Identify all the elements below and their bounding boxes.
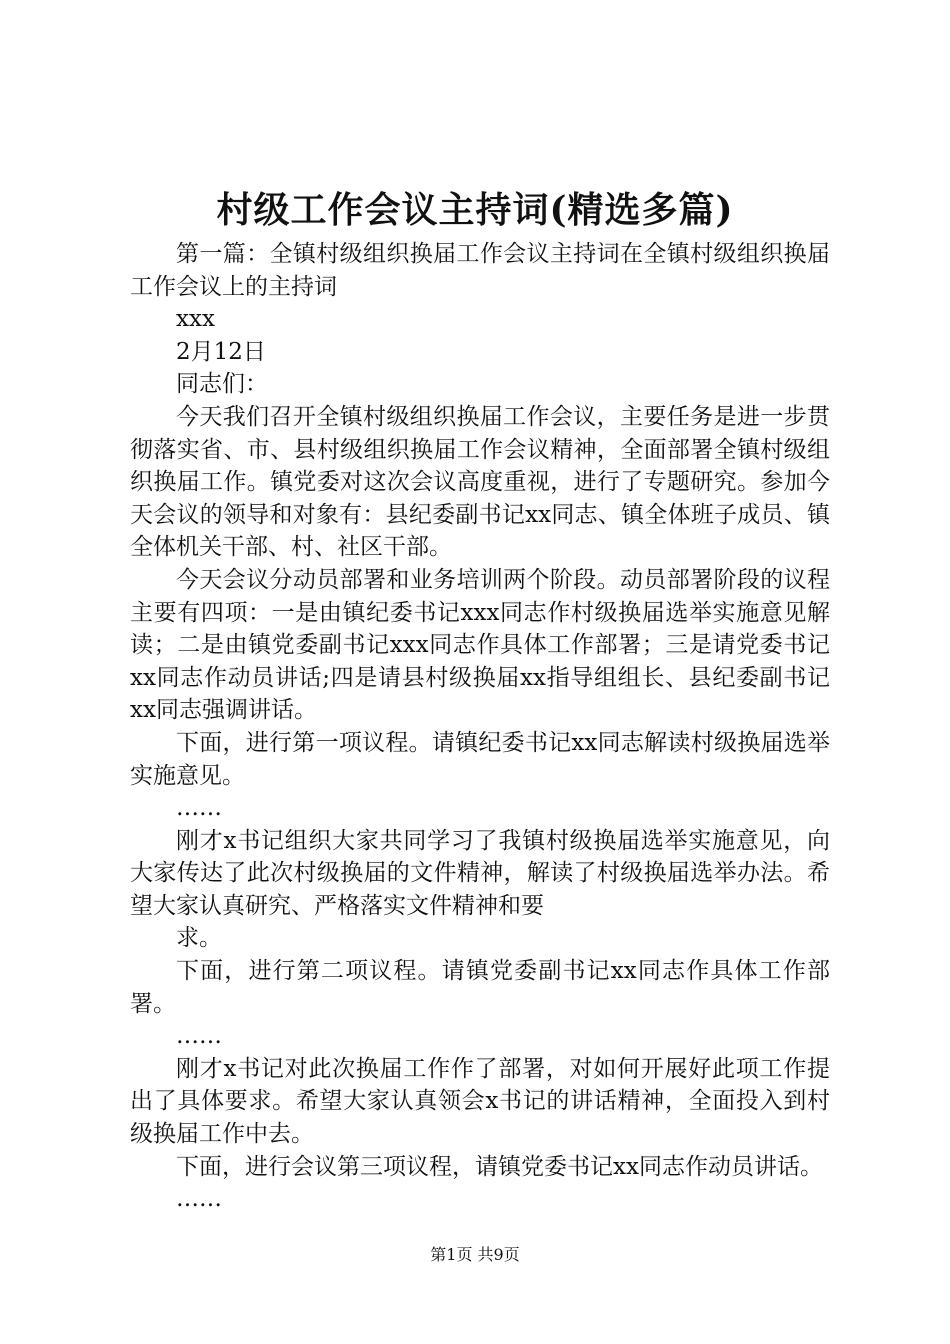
paragraph-body: 下面，进行第二项议程。请镇党委副书记xx同志作具体工作部署。	[130, 958, 830, 1017]
paragraph-body: 求。	[176, 925, 222, 952]
document-title: 村级工作会议主持词(精选多篇)	[216, 189, 734, 231]
paragraph-body: 今天会议分动员部署和业务培训两个阶段。动员部署阶段的议程主要有四项：一是由镇纪委书记xxx同志作村级换届选举实施意见解读；二是由镇党委副书记xxx同志作具体工作部署；三是请党委书记xx同志作动员讲话;四是请县村级换届xx指导组组长、县纪委副书记xx同志强调讲话。	[130, 566, 830, 724]
paragraph-body: 刚才x书记对此次换届工作作了部署，对如何开展好此项工作提出了具体要求。希望大家认真领会x书记的讲话精神，全面投入到村级换届工作中去。	[130, 1055, 830, 1148]
paragraph-ellipsis: ……	[176, 1186, 222, 1213]
document-body	[130, 238, 830, 1216]
paragraph-body: 今天我们召开全镇村级组织换届工作会议，主要任务是进一步贯彻落实省、市、县村级组织换届工作会议精神，全面部署全镇村级组织换届工作。镇党委对这次会议高度重视，进行了专题研究。参加今天会议的领导和对象有：县纪委副书记xx同志、镇全体班子成员、镇全体机关干部、村、社区干部。	[130, 403, 830, 561]
paragraph-body: 刚才x书记组织大家共同学习了我镇村级换届选举实施意见，向大家传达了此次村级换届的文件精神，解读了村级换届选举办法。希望大家认真研究、严格落实文件精神和要	[130, 827, 830, 919]
paragraph-salutation: 同志们：	[176, 371, 268, 398]
paragraph-body: 下面，进行会议第三项议程，请镇党委书记xx同志作动员讲话。	[176, 1153, 823, 1180]
paragraph-body: 下面，进行第一项议程。请镇纪委书记xx同志解读村级换届选举实施意见。	[130, 729, 830, 789]
paragraph-ellipsis: ……	[176, 1023, 222, 1050]
paragraph-ellipsis: ……	[176, 795, 222, 822]
paragraph-heading: 第一篇：全镇村级组织换届工作会议主持词在全镇村级组织换届工作会议上的主持词	[130, 241, 830, 300]
paragraph-author: xxx	[176, 306, 215, 333]
page-footer: 第1页 共9页	[430, 1245, 520, 1264]
paragraph-date: 2月12日	[176, 338, 266, 365]
